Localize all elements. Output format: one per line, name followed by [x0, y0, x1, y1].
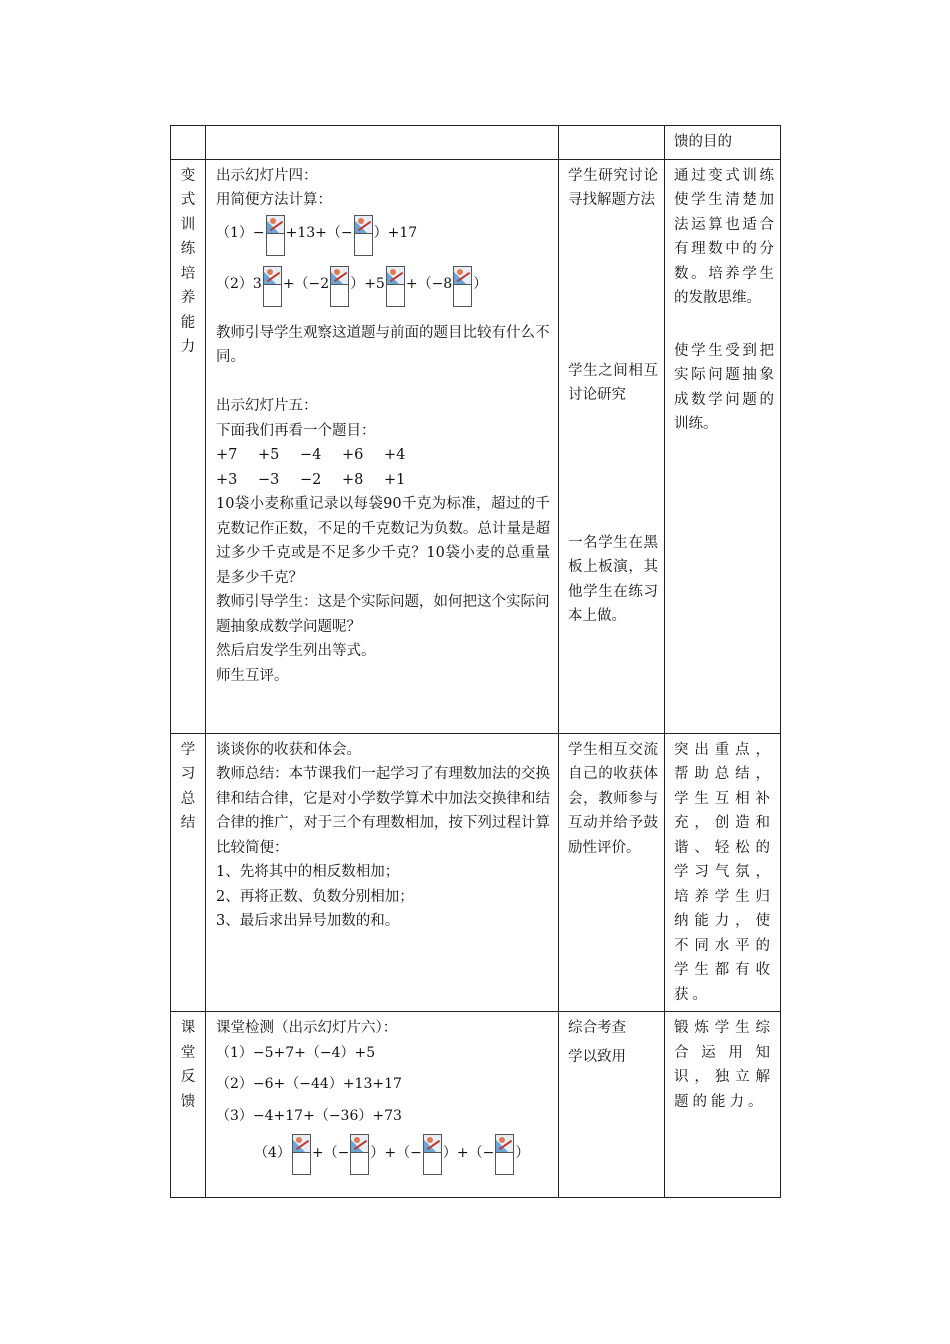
- table-row-class-feedback: [171, 1012, 781, 1198]
- design-purpose-learning-summary: 突出重点，帮助总结，学生互相补充，创造和谐、轻松的学习气氛，培养学生归纳能力，使不同水平的学生都有收获。: [665, 733, 781, 1012]
- teacher-guide-abstract: 教师引导学生：这是个实际问题，如何把这个实际问题抽象成数学问题呢？: [216, 594, 550, 635]
- fraction-image-icon: [495, 1134, 514, 1175]
- student-activity-class-feedback: 综合考查 学以致用: [559, 1012, 665, 1198]
- purpose-1: 通过变式训练使学生清楚加法运算也适合有理数中的分数。培养学生的发散思维。: [674, 167, 774, 306]
- teaching-content-learning-summary: [206, 733, 559, 1012]
- teaching-content-class-feedback: [206, 1012, 559, 1198]
- student-activity-variant-training: [559, 159, 665, 733]
- mutual-review: 师生互评。: [216, 667, 289, 684]
- table-row-header-continuation: [171, 126, 781, 160]
- equation-2: （2）3 +（−2 ）+5 +（−8 ）: [216, 266, 550, 307]
- class-test-title: 课堂检测（出示幻灯片六）：: [216, 1020, 398, 1036]
- harvest-prompt: 谈谈你的收获和体会。: [216, 741, 361, 758]
- wheat-problem: 10袋小麦称重记录以每袋90千克为标准，超过的千克数记作正数，不足的千克数记为负数。总计量是超过多少千克或是不足多少千克？10袋小麦的总重量是多少千克？: [216, 496, 550, 586]
- slide4-task: 用简便方法计算：: [216, 192, 332, 208]
- fraction-image-icon: [266, 215, 285, 256]
- fraction-image-icon: [423, 1134, 442, 1175]
- design-purpose-class-feedback: 锻炼学生综合运用知识，独立解题的能力。: [665, 1012, 781, 1198]
- equation-1: （1）− +13+（− ）+17: [216, 215, 550, 256]
- fraction-image-icon: [386, 266, 405, 307]
- student-activity-2: 学生之间相互讨论研究: [568, 362, 658, 403]
- test-question-2: （2）−6+（−44）+13+17: [216, 1076, 402, 1092]
- weight-records-row-1: +7 +5 −4 +6 +4: [216, 447, 406, 463]
- purpose-2: 使学生受到把实际问题抽象成数学问题的训练。: [674, 342, 774, 432]
- stage-label-variant-training: 变 式 训 练 培 养 能 力: [171, 159, 206, 733]
- design-purpose-variant-training: [665, 159, 781, 733]
- teacher-summary: 教师总结：本节课我们一起学习了有理数加法的交换律和结合律，它是对小学数学算术中加法交换律和结合律的推广，对于三个有理数相加，按下列过程计算比较简便：: [216, 766, 550, 856]
- lesson-plan-table: [170, 125, 781, 1198]
- student-activity-3: 一名学生在黑板上板演，其他学生在练习本上做。: [568, 534, 658, 624]
- weight-records-row-2: +3 −3 −2 +8 +1: [216, 471, 406, 488]
- purpose-header-tail: 馈的目的: [665, 126, 781, 160]
- list-equation-instruction: 然后启发学生列出等式。: [216, 643, 376, 659]
- summary-step-2: 2、再将正数、负数分别相加；: [216, 888, 414, 905]
- test-question-3: （3）−4+17+（−36）+73: [216, 1107, 402, 1124]
- summary-step-3: 3、最后求出异号加数的和。: [216, 913, 400, 929]
- stage-label-learning-summary: 学 习 总 结: [171, 733, 206, 1012]
- fraction-image-icon: [350, 1134, 369, 1175]
- slide5-intro: 下面我们再看一个题目：: [216, 422, 376, 439]
- table-row-learning-summary: [171, 733, 781, 1012]
- test-question-1: （1）−5+7+（−4）+5: [216, 1044, 376, 1061]
- slide5-title: 出示幻灯片五：: [216, 398, 318, 414]
- fraction-image-icon: [453, 266, 472, 307]
- cell-empty: [559, 126, 665, 160]
- slide4-title: 出示幻灯片四：: [216, 167, 318, 184]
- student-activity-1: 学生研究讨论寻找解题方法: [568, 167, 658, 208]
- student-activity-learning-summary: 学生相互交流自己的收获体会，教师参与互动并给予鼓励性评价。: [559, 733, 665, 1012]
- summary-step-1: 1、先将其中的相反数相加；: [216, 864, 400, 880]
- test-question-4: （4） +（− ）+（− ）+（− ）: [216, 1134, 550, 1175]
- fraction-image-icon: [292, 1134, 311, 1175]
- fraction-image-icon: [263, 266, 282, 307]
- stage-label-class-feedback: 课 堂 反 馈: [171, 1012, 206, 1198]
- teaching-content-variant-training: [206, 159, 559, 733]
- table-row-variant-training: [171, 159, 781, 733]
- fraction-image-icon: [330, 266, 349, 307]
- cell-empty: [206, 126, 559, 160]
- cell-empty: [171, 126, 206, 160]
- teacher-guide-compare: 教师引导学生观察这道题与前面的题目比较有什么不同。: [216, 324, 550, 365]
- fraction-image-icon: [354, 215, 373, 256]
